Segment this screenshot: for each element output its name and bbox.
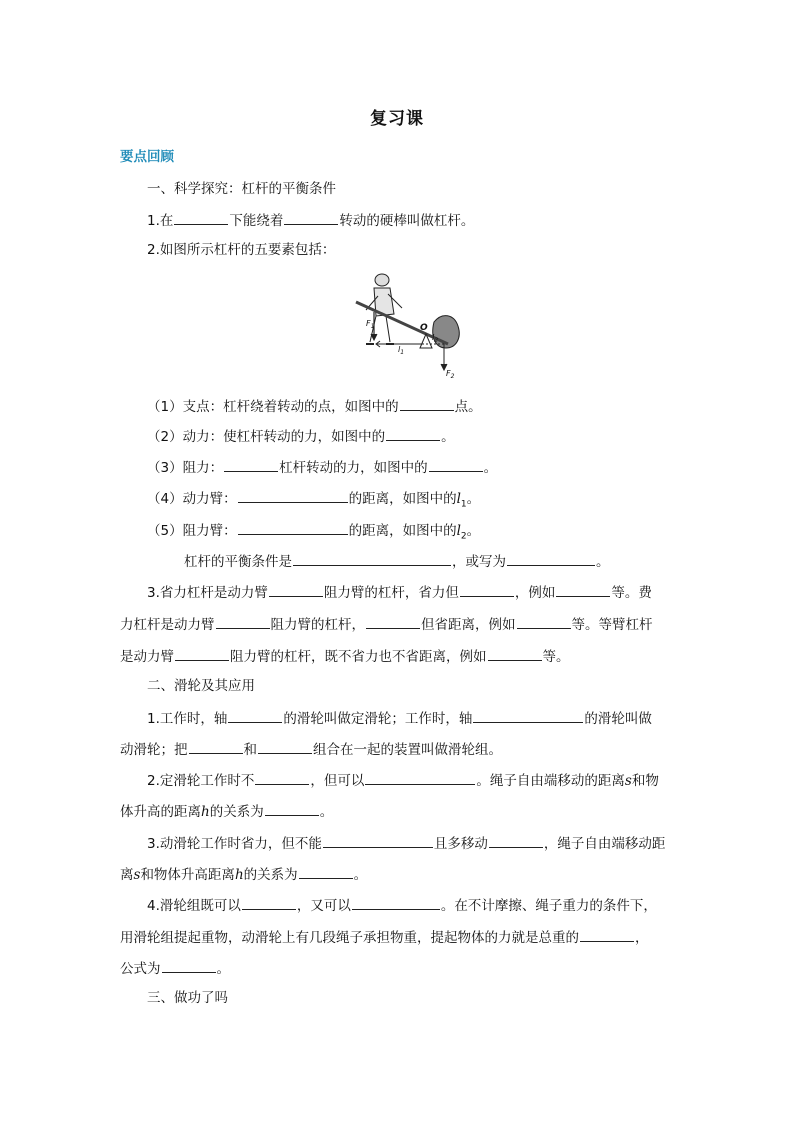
lever-figure bbox=[352, 268, 464, 380]
page-title: 复习课 bbox=[370, 109, 424, 129]
question-3-line-2: 力杠杆是动力臂 阻力臂的杠杆， 但省距离，例如 等。等臂杠杆 bbox=[120, 614, 680, 634]
label-l2: $l_2$ bbox=[432, 333, 439, 344]
answer-blank bbox=[488, 646, 542, 661]
item-3: （3）阻力： 杠杆转动的力，如图中的 。 bbox=[120, 457, 707, 477]
label-o: O bbox=[420, 323, 428, 333]
answer-blank bbox=[228, 708, 282, 723]
item-1: （1）支点：杠杆绕着转动的点，如图中的 点。 bbox=[120, 396, 707, 416]
pulley-2-line-2: 体升高的距离h的关系为 。 bbox=[120, 801, 680, 821]
answer-blank bbox=[556, 582, 610, 597]
answer-blank bbox=[429, 457, 483, 472]
heading-pulley: 二、滑轮及其应用 bbox=[147, 678, 255, 694]
pulley-4-line-2: 用滑轮组提起重物，动滑轮上有几段绳子承担物重，提起物体的力就是总重的 ， bbox=[120, 927, 680, 947]
answer-blank bbox=[323, 833, 433, 848]
answer-blank bbox=[400, 396, 454, 411]
answer-blank bbox=[174, 210, 228, 225]
pulley-4-line-3: 公式为 。 bbox=[120, 958, 680, 978]
pulley-3-line-1: 3.动滑轮工作时省力，但不能 且多移动 ，绳子自由端移动距 bbox=[120, 833, 707, 853]
pulley-4-line-1: 4.滑轮组既可以 ，又可以 。在不计摩擦、绳子重力的条件下， bbox=[120, 895, 707, 915]
answer-blank bbox=[189, 739, 243, 754]
answer-blank bbox=[473, 708, 583, 723]
answer-blank bbox=[386, 426, 440, 441]
label-l1: $l_1$ bbox=[398, 345, 405, 356]
answer-blank bbox=[265, 801, 319, 816]
balance-condition: 杠杆的平衡条件是 ，或写为 。 bbox=[120, 551, 744, 571]
section-heading: 要点回顾 bbox=[120, 149, 174, 165]
pulley-1-line-2: 动滑轮；把 和 组合在一起的装置叫做滑轮组。 bbox=[120, 739, 680, 759]
answer-blank bbox=[224, 457, 278, 472]
answer-blank bbox=[489, 833, 543, 848]
label-f1: $F_1$ bbox=[366, 319, 375, 330]
answer-blank bbox=[162, 958, 216, 973]
answer-blank bbox=[284, 210, 338, 225]
answer-blank bbox=[238, 520, 348, 535]
label-f2: $F_2$ bbox=[446, 369, 455, 380]
item-4: （4）动力臂： 的距离，如图中的$l_1$。 bbox=[120, 488, 707, 514]
answer-blank bbox=[293, 551, 451, 566]
answer-blank bbox=[460, 582, 514, 597]
question-2: 2.如图所示杠杆的五要素包括： bbox=[147, 242, 336, 258]
answer-blank bbox=[507, 551, 595, 566]
pulley-3-line-2: 离s和物体升高距离h的关系为 。 bbox=[120, 864, 680, 884]
question-3-line-3: 是动力臂 阻力臂的杠杆，既不省力也不省距离，例如 等。 bbox=[120, 646, 680, 666]
pulley-1-line-1: 1.工作时，轴 的滑轮叫做定滑轮；工作时，轴 的滑轮叫做 bbox=[120, 708, 707, 728]
question-1: 1.在 下能绕着 转动的硬棒叫做杠杆。 bbox=[120, 210, 707, 230]
item-2: （2）动力：使杠杆转动的力，如图中的 。 bbox=[120, 426, 707, 446]
answer-blank bbox=[269, 582, 323, 597]
answer-blank bbox=[175, 646, 229, 661]
answer-blank bbox=[238, 488, 348, 503]
answer-blank bbox=[365, 770, 475, 785]
answer-blank bbox=[352, 895, 440, 910]
answer-blank bbox=[255, 770, 309, 785]
answer-blank bbox=[216, 614, 270, 629]
answer-blank bbox=[580, 927, 634, 942]
answer-blank bbox=[242, 895, 296, 910]
answer-blank bbox=[517, 614, 571, 629]
item-5: （5）阻力臂： 的距离，如图中的$l_2$。 bbox=[120, 520, 707, 546]
heading-work: 三、做功了吗 bbox=[147, 990, 228, 1006]
answer-blank bbox=[258, 739, 312, 754]
answer-blank bbox=[366, 614, 420, 629]
pulley-2-line-1: 2.定滑轮工作时不 ，但可以 。绳子自由端移动的距离s和物 bbox=[120, 770, 707, 790]
answer-blank bbox=[299, 864, 353, 879]
question-3-line-1: 3.省力杠杆是动力臂 阻力臂的杠杆，省力但 ，例如 等。费 bbox=[120, 582, 707, 602]
heading-lever: 一、科学探究：杠杆的平衡条件 bbox=[147, 181, 336, 197]
